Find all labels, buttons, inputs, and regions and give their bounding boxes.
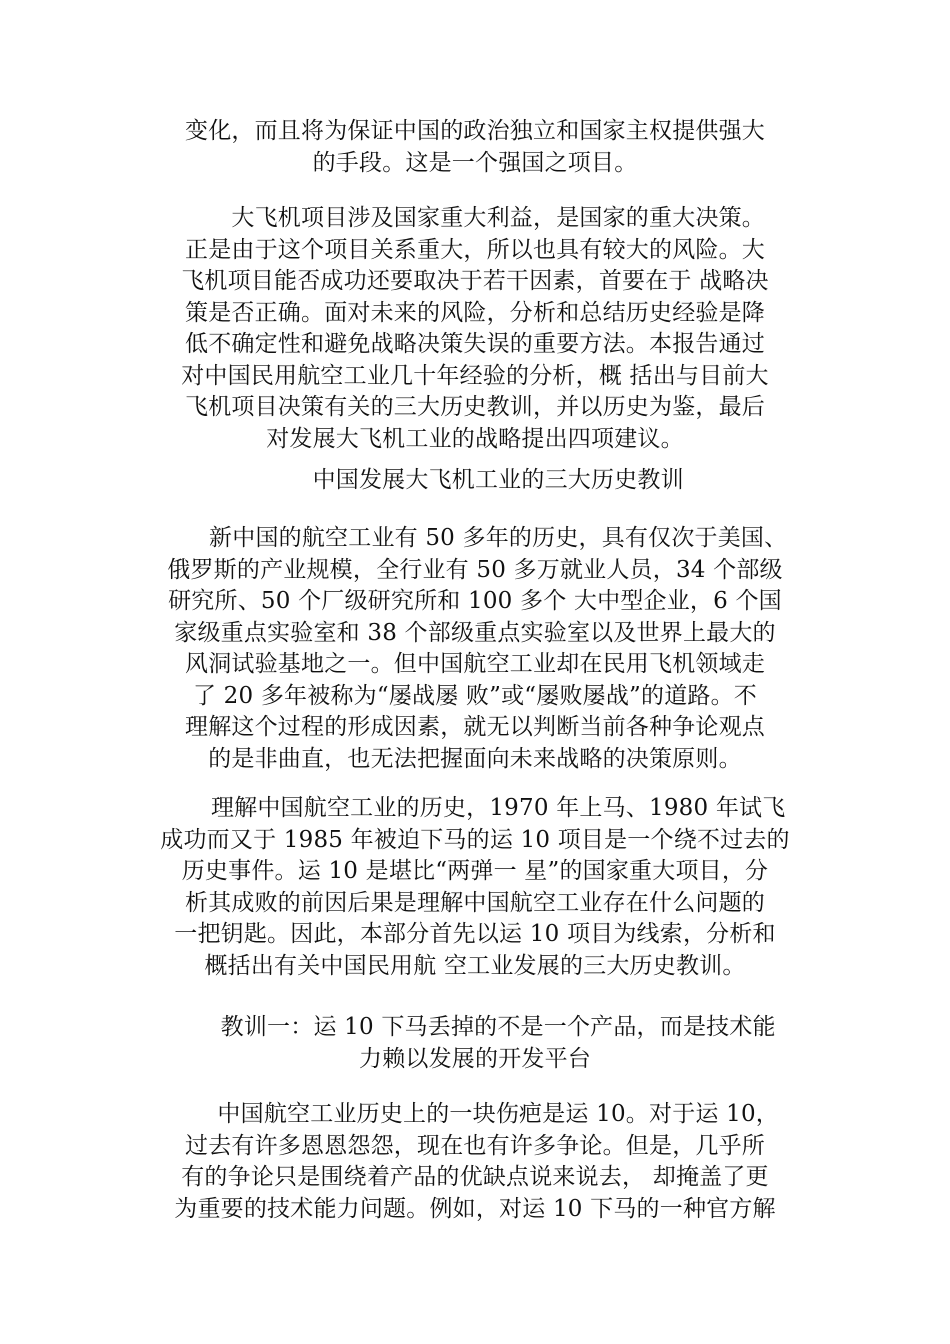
heading-line: 教训一：运 10 下马丢掉的不是一个产品，而是技术能	[174, 1014, 776, 1040]
text-line: 历史事件。运 10 是堪比“两弹一 星”的国家重大项目，分	[181, 858, 769, 884]
text-line: 俄罗斯的产业规模，全行业有 50 多万就业人员，34 个部级	[167, 556, 783, 583]
text-line: 低不确定性和避免战略决策失误的重要方法。本报告通过	[185, 331, 765, 357]
text-line: 的是非曲直，也无法把握面向未来战略的决策原则。	[208, 745, 742, 772]
text-line: 理解中国航空工业的历史，1970 年上马、1980 年试飞	[164, 795, 786, 821]
text-line: 成功而又于 1985 年被迫下马的运 10 项目是一个绕不过去的	[160, 826, 790, 853]
heading-line: 力赖以发展的开发平台	[359, 1045, 591, 1072]
section-heading	[140, 465, 810, 497]
text-line: 研究所、50 个厂级研究所和 100 多个 大中型企业，6 个国	[168, 588, 782, 614]
paragraph-industry-history	[140, 523, 810, 775]
text-line: 中国航空工业历史上的一块伤疤是运 10。对于运 10，	[171, 1101, 779, 1127]
paragraph-intro-end	[140, 116, 810, 179]
text-line: 正是由于这个项目关系重大，所以也具有较大的风险。大	[185, 236, 765, 263]
paragraph-yun10-project	[140, 793, 810, 982]
paragraph-big-aircraft-decision	[140, 203, 810, 455]
text-line: 概括出有关中国民用航 空工业发展的三大历史教训。	[204, 952, 746, 979]
text-line: 对中国民用航空工业几十年经验的分析，概 括出与目前大	[181, 362, 769, 389]
text-line: 变化，而且将为保证中国的政治独立和国家主权提供强大	[185, 118, 765, 144]
text-line: 的手段。这是一个强国之项目。	[312, 149, 638, 176]
text-line: 过去有许多恩恩怨怨，现在也有许多争论。但是，几乎所	[185, 1132, 765, 1159]
text-line: 理解这个过程的形成因素，就无以判断当前各种争论观点	[185, 714, 765, 740]
text-line: 飞机项目决策有关的三大历史教训，并以历史为鉴，最后	[185, 394, 765, 420]
text-line: 一把钥匙。因此，本部分首先以运 10 项目为线索，分析和	[174, 921, 776, 947]
text-line: 对发展大飞机工业的战略提出四项建议。	[266, 425, 684, 452]
text-line: 析其成败的前因后果是理解中国航空工业存在什么问题的	[185, 889, 765, 916]
text-line: 飞机项目能否成功还要取决于若干因素，首要在于 战略决	[181, 268, 769, 294]
heading-line: 中国发展大飞机工业的三大历史教训	[266, 467, 684, 493]
text-line: 大飞机项目涉及国家重大利益，是国家的重大决策。	[185, 205, 765, 231]
paragraph-yun10-scar	[140, 1099, 810, 1225]
text-line: 策是否正确。面对未来的风险，分析和总结历史经验是降	[185, 299, 765, 326]
text-line: 风洞试验基地之一。但中国航空工业却在民用飞机领域走	[185, 651, 765, 677]
text-line: 为重要的技术能力问题。例如，对运 10 下马的一种官方解	[174, 1195, 776, 1222]
lesson-one-heading	[140, 1012, 810, 1075]
text-line: 有的争论只是围绕着产品的优缺点说来说去， 却掩盖了更	[181, 1164, 769, 1190]
text-line: 新中国的航空工业有 50 多年的历史，具有仅次于美国、	[162, 525, 788, 551]
text-line: 了 20 多年被称为“屡战屡 败”或“屡败屡战”的道路。不	[192, 682, 758, 709]
text-line: 家级重点实验室和 38 个部级重点实验室以及世界上最大的	[174, 619, 776, 646]
